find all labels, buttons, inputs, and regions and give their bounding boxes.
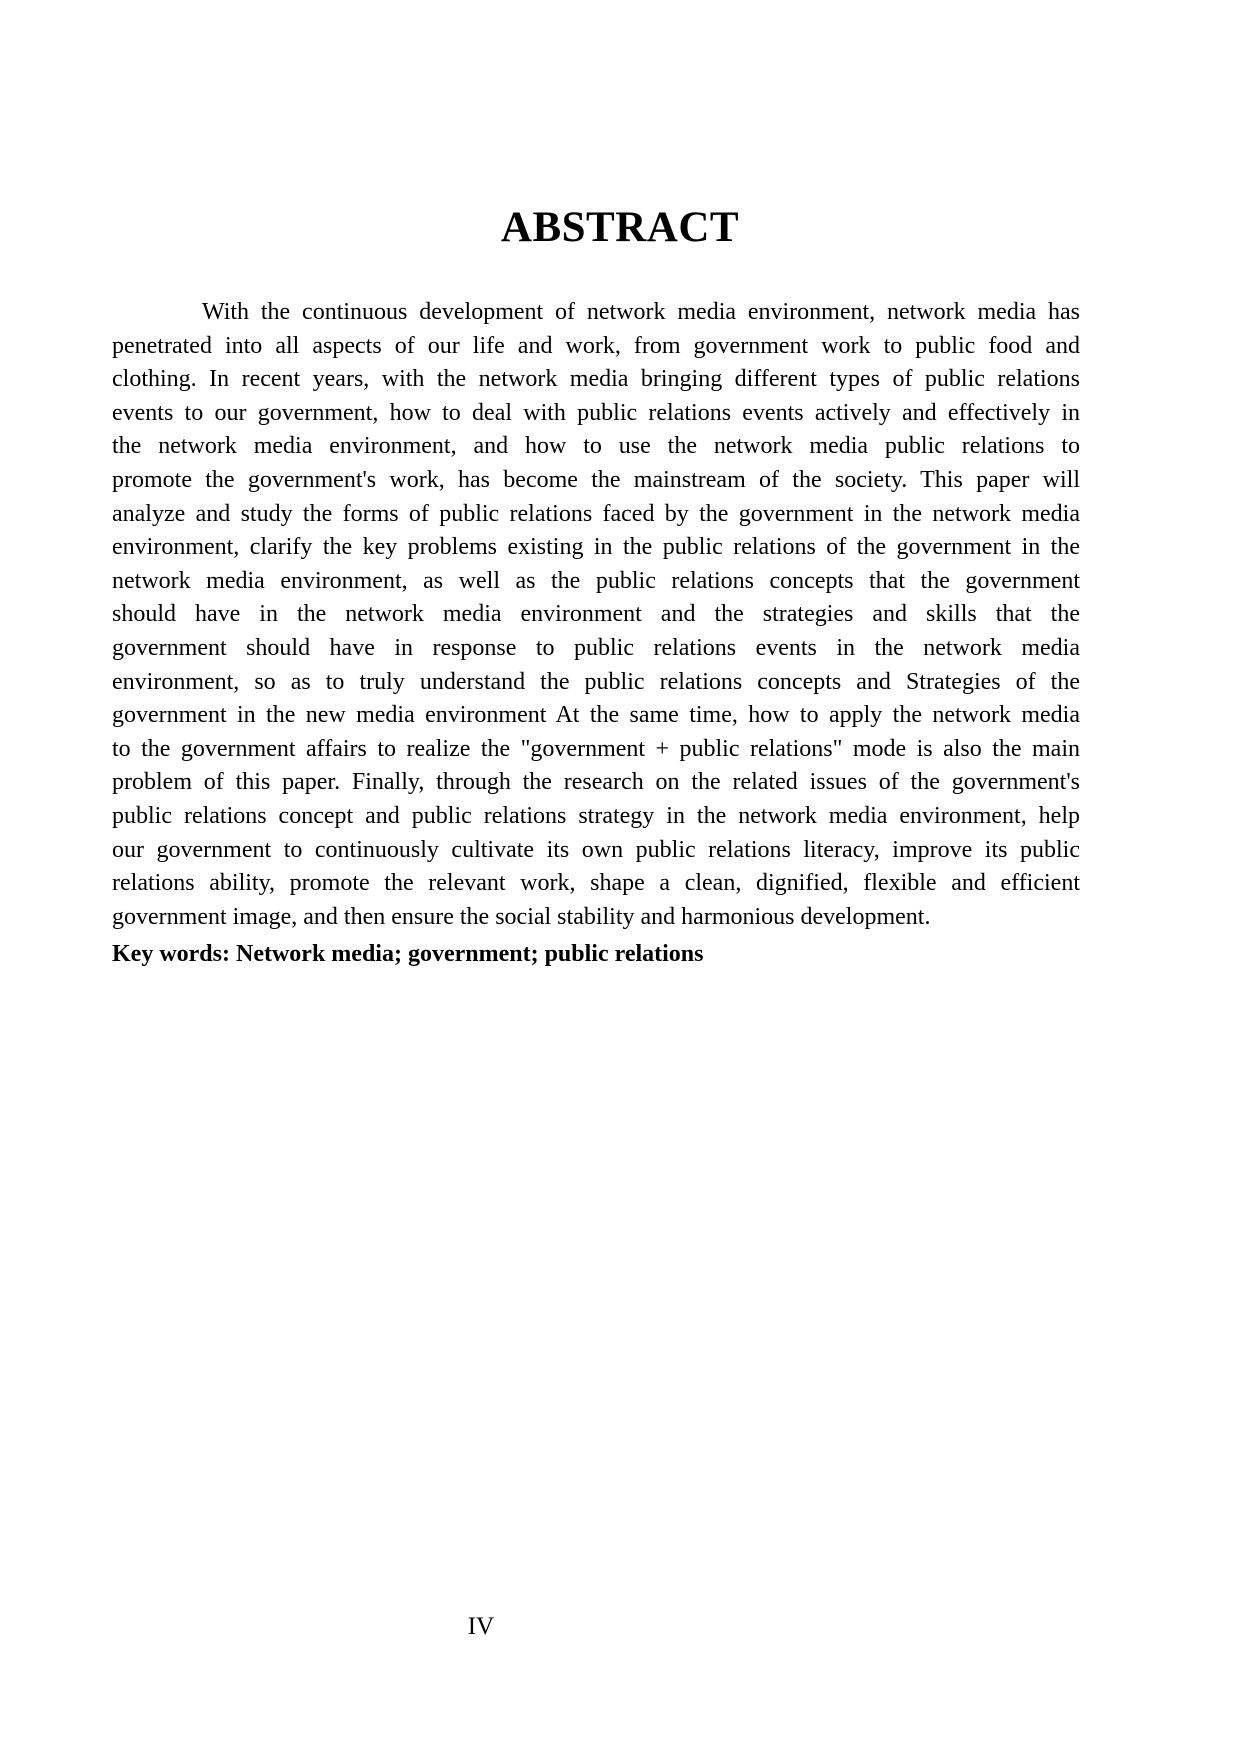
abstract-paragraph [112,296,1080,934]
abstract-line: to the government affairs to realize the "government + public relations" mode is also the main [112,735,1080,762]
abstract-line: should have in the network media environment and the strategies and skills that the [112,601,1080,628]
abstract-line: our government to continuously cultivate its own public relations literacy, improve its public [112,836,1080,863]
abstract-line: the network media environment, and how to use the network media public relations to [112,433,1080,460]
abstract-line: clothing. In recent years, with the network media bringing different types of public relations [112,366,1080,393]
abstract-line: environment, so as to truly understand the public relations concepts and Strategies of the [112,668,1080,695]
abstract-line: government image, and then ensure the social stability and harmonious development. [112,903,931,930]
abstract-line: promote the government's work, has become the mainstream of the society. This paper will [112,466,1080,493]
keywords-line: Key words: Network media; government; public relations [112,941,704,967]
abstract-line: network media environment, as well as the public relations concepts that the government [112,567,1080,594]
page-title: ABSTRACT [500,204,740,251]
abstract-line: penetrated into all aspects of our life and work, from government work to public food and [112,332,1080,359]
abstract-line: analyze and study the forms of public relations faced by the government in the network media [112,500,1080,527]
abstract-line: problem of this paper. Finally, through the research on the related issues of the government's [112,769,1080,796]
page-number: IV [467,1613,495,1640]
abstract-line: With the continuous development of network media environment, network media has [202,299,1080,325]
abstract-line: relations ability, promote the relevant work, shape a clean, dignified, flexible and efficient [112,870,1080,897]
abstract-line: government in the new media environment At the same time, how to apply the network media [112,702,1080,729]
abstract-line: public relations concept and public relations strategy in the network media environment, help [112,802,1080,829]
abstract-line: environment, clarify the key problems existing in the public relations of the government in the [112,534,1080,561]
abstract-line: government should have in response to public relations events in the network media [112,634,1080,661]
abstract-line: events to our government, how to deal with public relations events actively and effectively in [112,399,1080,426]
